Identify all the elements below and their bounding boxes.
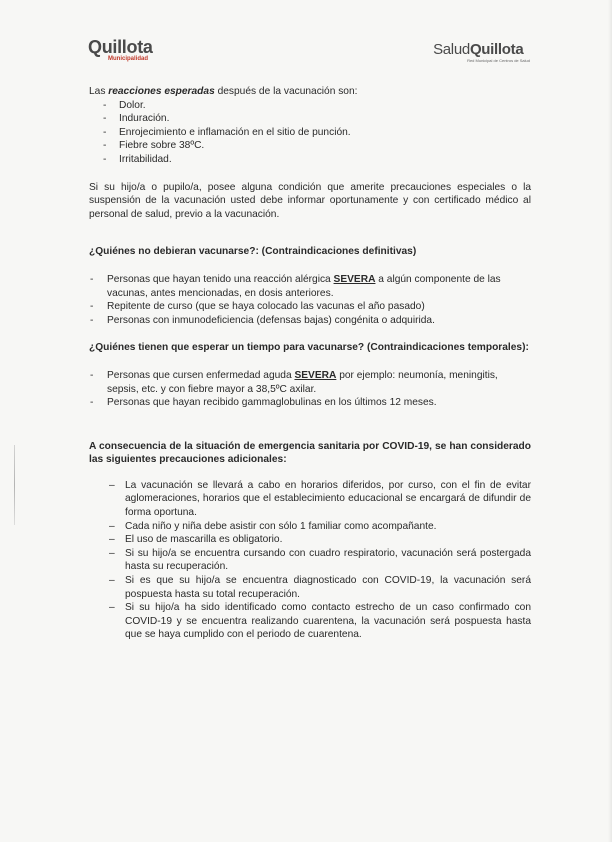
list-item: - Enrojecimiento e inflamación en el sitio de punción. — [89, 126, 531, 140]
item-text: a algún componente de las vacunas, antes mencionadas, en dosis anteriores. — [107, 273, 501, 299]
list-item: – El uso de mascarilla es obligatorio. — [89, 533, 531, 547]
list-item: - Personas con inmunodeficiencia (defensas bajas) congénita o adquirida. — [89, 314, 531, 328]
definitive-heading: ¿Quiénes no debieran vacunarse?: (Contraindicaciones definitivas) — [89, 246, 417, 258]
salud-logo-part-b: Quillota — [469, 41, 524, 58]
severa-emphasis: SEVERA — [294, 369, 337, 381]
list-item: – Si su hijo/a ha sido identificado como contacto estrecho de un caso confirmado con COVID-19 y se encuentra realizando cuarentena, la vacunación será pospuesta hasta que se haya cumplido con el periodo de cuarentena. — [89, 601, 531, 642]
intro-pre: Las — [89, 86, 109, 97]
salud-quillota-logo — [433, 42, 530, 64]
list-item — [89, 273, 531, 300]
intro-post: después de la vacunación son: — [214, 86, 358, 97]
item-text: Personas que hayan tenido una reacción alérgica — [107, 273, 334, 285]
list-item — [89, 369, 531, 396]
list-item: - Dolor. — [89, 99, 531, 113]
temporary-list — [89, 369, 531, 410]
reactions-intro — [89, 85, 531, 99]
definitive-list — [89, 273, 531, 327]
list-item: – Cada niño y niña debe asistir con sólo 1 familiar como acompañante. — [89, 520, 531, 534]
scan-mark — [14, 445, 15, 525]
list-item: – La vacunación se llevará a cabo en horarios diferidos, por curso, con el fin de evitar aglomeraciones, horarios que el establecimiento educacional se encargará de difundir de forma oportuna. — [89, 479, 531, 520]
covid-heading: A consecuencia de la situación de emergencia sanitaria por COVID-19, se han considerado las siguientes precauciones adicionales: — [89, 440, 531, 466]
municipalidad-logo — [88, 38, 153, 63]
covid-precautions-list — [89, 479, 531, 642]
list-item: - Fiebre sobre 38ºC. — [89, 139, 531, 153]
list-item: - Personas que hayan recibido gammaglobulinas en los últimos 12 meses. — [89, 396, 531, 410]
intro-emphasis: reacciones esperadas — [108, 86, 215, 97]
scan-edge-shadow — [608, 0, 612, 842]
temporary-heading: ¿Quiénes tienen que esperar un tiempo para vacunarse? (Contraindicaciones temporales): — [89, 342, 529, 354]
list-item: - Repitente de curso (que se haya colocado las vacunas el año pasado) — [89, 300, 531, 314]
severa-emphasis: SEVERA — [333, 273, 376, 285]
municipalidad-logo-name: Quillota — [88, 37, 153, 57]
item-text: Personas que cursen enfermedad aguda — [107, 369, 295, 381]
reactions-list — [89, 99, 531, 167]
salud-quillota-logo-sub: Red Municipal de Centros de Salud — [467, 58, 530, 63]
municipalidad-logo-sub: Municipalidad — [108, 56, 149, 62]
item-text: por ejemplo: neumonía, meningitis, sepsis, etc. y con fiebre mayor a 38,5ºC axilar. — [107, 369, 498, 395]
notice-paragraph: Si su hijo/a o pupilo/a, posee alguna condición que amerite precauciones especiales o la suspensión de la vacunación usted debe informar oportunamente y con certificado médico al personal de salud, previo a la vacunación. — [89, 181, 531, 220]
list-item: – Si es que su hijo/a se encuentra diagnosticado con COVID-19, la vacunación será pospuesta hasta su total recuperación. — [89, 574, 531, 601]
list-item: – Si su hijo/a se encuentra cursando con cuadro respiratorio, vacunación será postergada hasta su recuperación. — [89, 547, 531, 574]
document-body — [89, 85, 531, 642]
list-item: - Induración. — [89, 112, 531, 126]
salud-logo-part-a: Salud — [433, 41, 470, 58]
list-item: - Irritabilidad. — [89, 153, 531, 167]
salud-quillota-logo-name — [433, 42, 530, 58]
